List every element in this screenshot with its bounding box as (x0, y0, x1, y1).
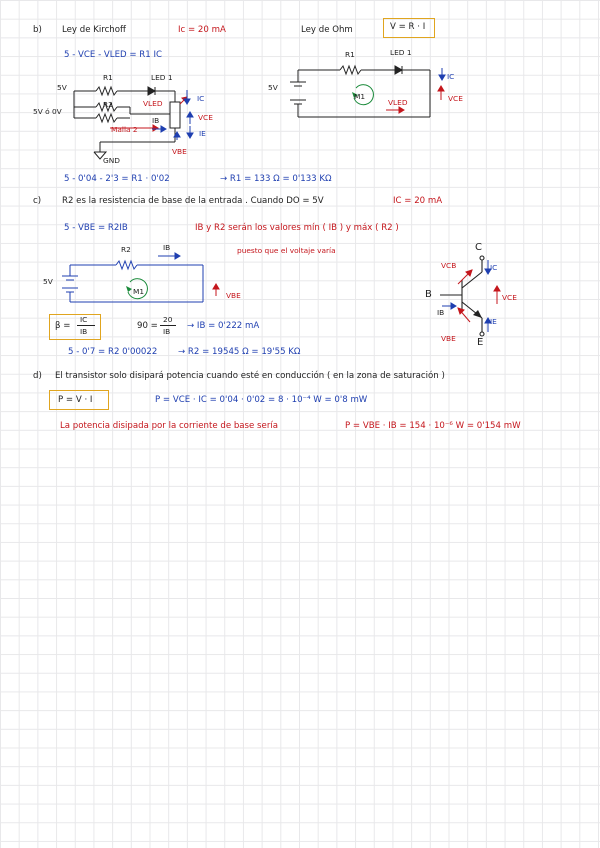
beta-calc-lhs: 90 = (137, 321, 158, 331)
c1-5v: 5V (57, 83, 67, 92)
c1-5v-or-0v: 5V ó 0V (33, 107, 62, 116)
circuit-2-diagram (270, 60, 470, 130)
r2-result: → R2 = 19545 Ω = 19'55 KΩ (178, 347, 301, 357)
c2-m1: M1 (354, 92, 366, 101)
transistor-vcb: VCB (441, 261, 457, 270)
part-d-label: d) (33, 371, 42, 381)
c2-5v: 5V (268, 83, 278, 92)
part-c-label: c) (33, 196, 42, 206)
base-power-text: La potencia disipada por la corriente de base sería (60, 421, 279, 431)
beta-calc-num: 20 (163, 315, 173, 324)
beta-formula-lhs: β = (55, 321, 71, 331)
c3-5v: 5V (43, 277, 53, 286)
c1-led: LED 1 (151, 73, 173, 82)
part-b-label: b) (33, 25, 42, 35)
ohm-formula: V = R · I (390, 22, 426, 32)
ib-result: → IB = 0'222 mA (187, 321, 260, 331)
c1-ic: IC (197, 94, 205, 103)
c2-led: LED 1 (390, 48, 412, 57)
part-b-result: → R1 = 133 Ω = 0'133 KΩ (220, 174, 332, 184)
part-c-statement: R2 es la resistencia de base de la entrada . Cuando DO = 5V (62, 196, 324, 206)
base-power-calc: P = VBE · IB = 154 · 10⁻⁶ W = 0'154 mW (345, 421, 521, 431)
c2-ic: IC (447, 72, 455, 81)
c1-vce: VCE (198, 113, 213, 122)
ohm-title: Ley de Ohm (301, 25, 353, 35)
transistor-ib: IB (437, 308, 445, 317)
c1-malla2: Malla 2 (111, 125, 138, 134)
transistor-vce: VCE (502, 293, 517, 302)
part-c-kvl-equation: 5 - VBE = R2IB (64, 223, 128, 233)
power-formula: P = V · I (58, 395, 93, 405)
transistor-c: C (475, 242, 482, 253)
transistor-e: E (477, 337, 484, 348)
part-d-statement: El transistor solo disipará potencia cuando esté en conducción ( en la zona de saturación ) (55, 371, 445, 381)
transistor-vbe: VBE (441, 334, 456, 343)
c3-m1: M1 (133, 287, 145, 296)
c1-ie: IE (199, 129, 206, 138)
power-calc: P = VCE · IC = 0'04 · 0'02 = 8 · 10⁻⁴ W = 0'8 mW (155, 395, 368, 405)
beta-calc-fraction-line (160, 325, 176, 326)
r2-calc: 5 - 0'7 = R2 0'00022 (68, 347, 158, 357)
c2-vled: VLED (388, 98, 408, 107)
c3-r2: R2 (121, 245, 131, 254)
part-c-note2: puesto que el voltaje varía (237, 246, 336, 255)
transistor-b: B (425, 289, 432, 300)
c3-vbe: VBE (226, 291, 241, 300)
c1-vbe: VBE (172, 147, 187, 156)
c1-vled: VLED (143, 99, 163, 108)
beta-fraction-line (77, 325, 95, 326)
circuit-1-diagram (30, 60, 260, 170)
transistor-ic: IC (490, 263, 498, 272)
transistor-ie: IE (490, 317, 497, 326)
c1-r1: R1 (103, 73, 113, 82)
c3-ib: IB (163, 243, 171, 252)
transistor-symbol (420, 240, 540, 350)
part-c-note1: IB y R2 serán los valores mín ( IB ) y máx ( R2 ) (195, 223, 399, 233)
c1-r2: R2 (103, 100, 113, 109)
beta-num: IC (80, 315, 88, 324)
c2-r1: R1 (345, 50, 355, 59)
part-b-kvl-equation: 5 - VCE - VLED = R1 IC (64, 50, 162, 60)
c1-ib: IB (152, 116, 160, 125)
beta-calc-den: IB (163, 327, 171, 336)
part-b-calc-line: 5 - 0'04 - 2'3 = R1 · 0'02 (64, 174, 170, 184)
circuit-3-diagram (40, 250, 220, 310)
part-b-ic-value: Ic = 20 mA (178, 25, 226, 35)
beta-den: IB (80, 327, 88, 336)
c1-gnd: GND (103, 156, 120, 165)
kirchoff-title: Ley de Kirchoff (62, 25, 126, 35)
c2-vce: VCE (448, 94, 463, 103)
part-c-ic-value: IC = 20 mA (393, 196, 443, 206)
